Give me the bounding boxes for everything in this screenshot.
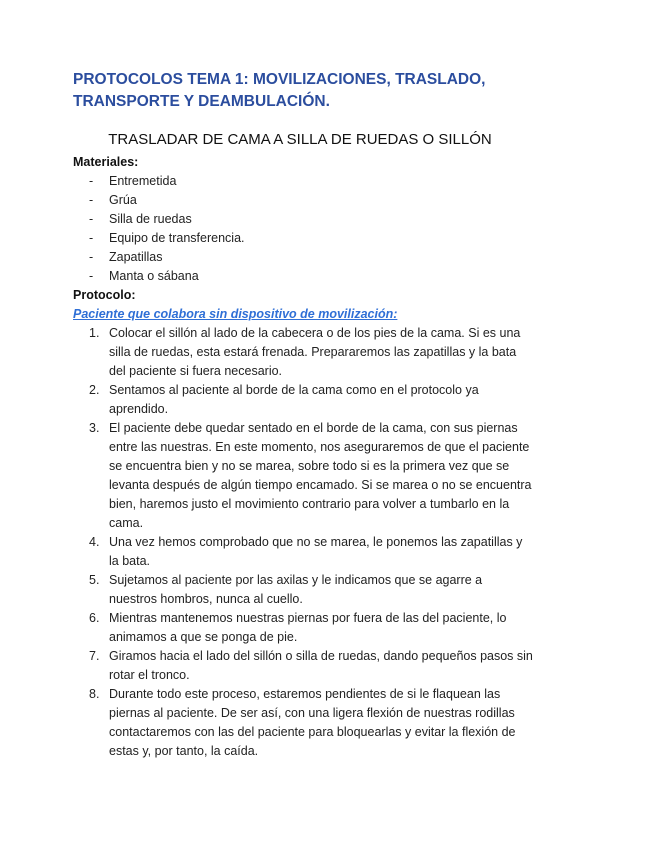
step-text: Colocar el sillón al lado de la cabecera o de los pies de la cama. Si es una silla de ruedas, esta estará frenada. Prepararemos las zapatillas y la bata del paciente si fuera necesario.	[109, 326, 521, 378]
step-text: Sujetamos al paciente por las axilas y le indicamos que se agarre a nuestros hombros, nunca al cuello.	[109, 573, 483, 606]
protocol-step	[73, 609, 533, 647]
materials-label: Materiales:	[73, 155, 139, 169]
material-text: Zapatillas	[109, 250, 163, 264]
material-text: Entremetida	[109, 174, 177, 188]
materials-list	[73, 172, 533, 286]
document-body	[73, 153, 533, 761]
protocol-step	[73, 419, 533, 533]
protocol-step	[73, 324, 533, 381]
section-title: TRASLADAR DE CAMA A SILLA DE RUEDAS O SILLÓN	[108, 131, 492, 148]
protocol-step	[73, 685, 533, 761]
step-number: 7.	[89, 649, 100, 663]
material-item	[73, 267, 533, 286]
bullet-dash: -	[89, 174, 94, 188]
step-text: Mientras mantenemos nuestras piernas por fuera de las del paciente, lo animamos a que se ponga de pie.	[109, 611, 507, 644]
material-item	[73, 210, 533, 229]
protocol-label: Protocolo:	[73, 288, 136, 302]
protocol-step	[73, 533, 533, 571]
material-text: Equipo de transferencia.	[109, 231, 245, 245]
step-number: 3.	[89, 421, 100, 435]
protocol-step	[73, 647, 533, 685]
step-text: El paciente debe quedar sentado en el borde de la cama, con sus piernas entre las nuestras. En este momento, nos aseguraremos de que el paciente se encuentra bien y no se marea, sobre todo si es la primera vez que se levanta después de algún tiempo encamado. Si se marea o no se encuentra bien, haremos justo el movimiento contrario para volver a tumbarlo en la cama.	[109, 421, 532, 530]
material-item	[73, 172, 533, 191]
protocol-steps	[73, 324, 533, 761]
protocol-subtitle-link[interactable]: Paciente que colabora sin dispositivo de movilización:	[73, 307, 398, 321]
material-item	[73, 248, 533, 267]
step-number: 5.	[89, 573, 100, 587]
step-number: 4.	[89, 535, 100, 549]
step-number: 1.	[89, 326, 100, 340]
bullet-dash: -	[89, 231, 94, 245]
material-text: Manta o sábana	[109, 269, 199, 283]
step-text: Una vez hemos comprobado que no se marea, le ponemos las zapatillas y la bata.	[109, 535, 523, 568]
step-number: 2.	[89, 383, 100, 397]
step-text: Sentamos al paciente al borde de la cama como en el protocolo ya aprendido.	[109, 383, 479, 416]
material-item	[73, 229, 533, 248]
material-text: Silla de ruedas	[109, 212, 192, 226]
step-number: 6.	[89, 611, 100, 625]
protocol-step	[73, 381, 533, 419]
material-text: Grúa	[109, 193, 137, 207]
bullet-dash: -	[89, 212, 94, 226]
step-number: 8.	[89, 687, 100, 701]
step-text: Giramos hacia el lado del sillón o silla de ruedas, dando pequeños pasos sin rotar el tronco.	[109, 649, 533, 682]
bullet-dash: -	[89, 269, 94, 283]
protocol-step	[73, 571, 533, 609]
document-title: PROTOCOLOS TEMA 1: MOVILIZACIONES, TRASLADO, TRANSPORTE Y DEAMBULACIÓN.	[73, 71, 486, 110]
material-item	[73, 191, 533, 210]
bullet-dash: -	[89, 193, 94, 207]
bullet-dash: -	[89, 250, 94, 264]
step-text: Durante todo este proceso, estaremos pendientes de si le flaquean las piernas al paciente. De ser así, con una ligera flexión de nuestras rodillas contactaremos con las del paciente para bloquearlas y evitar la flexión de estas y, por tanto, la caída.	[109, 687, 516, 758]
